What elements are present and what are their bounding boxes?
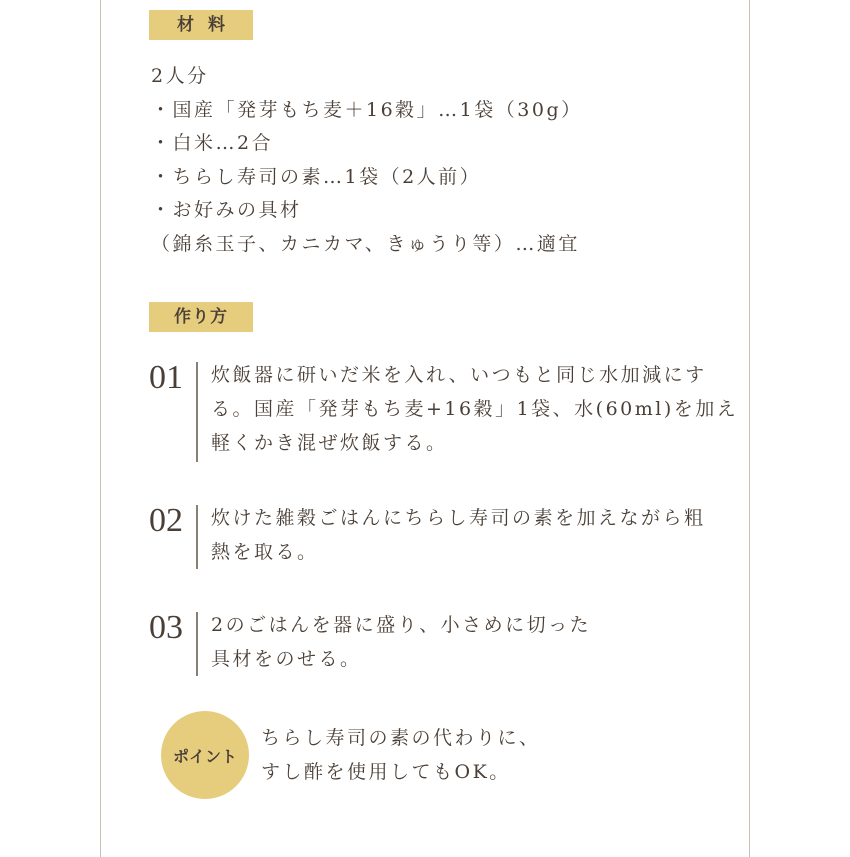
step-text	[211, 501, 723, 569]
step-divider	[196, 362, 198, 462]
materials-heading: 材料	[149, 10, 253, 40]
point-text	[261, 721, 701, 789]
step-text-line: 炊飯器に研いだ米を入れ、いつもと同じ水加減にす	[211, 364, 707, 386]
servings-text: 2人分	[151, 65, 209, 87]
ingredient-item: ・国産「発芽もち麦＋16穀」…1袋（30g）	[151, 98, 583, 121]
ingredient-item: ・ちらし寿司の素…1袋（2人前）	[151, 165, 482, 188]
point-text-line: ちらし寿司の素の代わりに、	[261, 727, 541, 749]
ingredient-item: ・白米…2合	[151, 132, 274, 154]
point-text-line: すし酢を使用してもOK。	[261, 761, 511, 783]
step-text-line: 熱を取る。	[211, 541, 319, 563]
step-text	[211, 358, 739, 460]
step-divider	[196, 612, 198, 676]
howto-heading: 作り方	[149, 302, 253, 332]
step-text-line: 軽くかき混ぜ炊飯する。	[211, 432, 448, 454]
step-number: 01	[149, 359, 183, 396]
ingredients-list	[151, 60, 731, 261]
step-divider	[196, 505, 198, 569]
ingredient-item-note: （錦糸玉子、カニカマ、きゅうり等）…適宜	[151, 232, 580, 255]
ingredient-item: ・お好みの具材	[151, 199, 302, 221]
step-text-line: 具材をのせる。	[211, 648, 362, 670]
step-text	[211, 608, 723, 676]
step-number: 02	[149, 502, 183, 539]
recipe-card	[100, 0, 750, 857]
step-text-line: る。国産「発芽もち麦+16穀」1袋、水(60ml)を加え	[211, 398, 739, 420]
step-text-line: 2のごはんを器に盛り、小さめに切った	[211, 614, 592, 636]
step-number: 03	[149, 609, 183, 646]
point-badge: ポイント	[161, 711, 249, 799]
step-text-line: 炊けた雑穀ごはんにちらし寿司の素を加えながら粗	[211, 507, 706, 529]
